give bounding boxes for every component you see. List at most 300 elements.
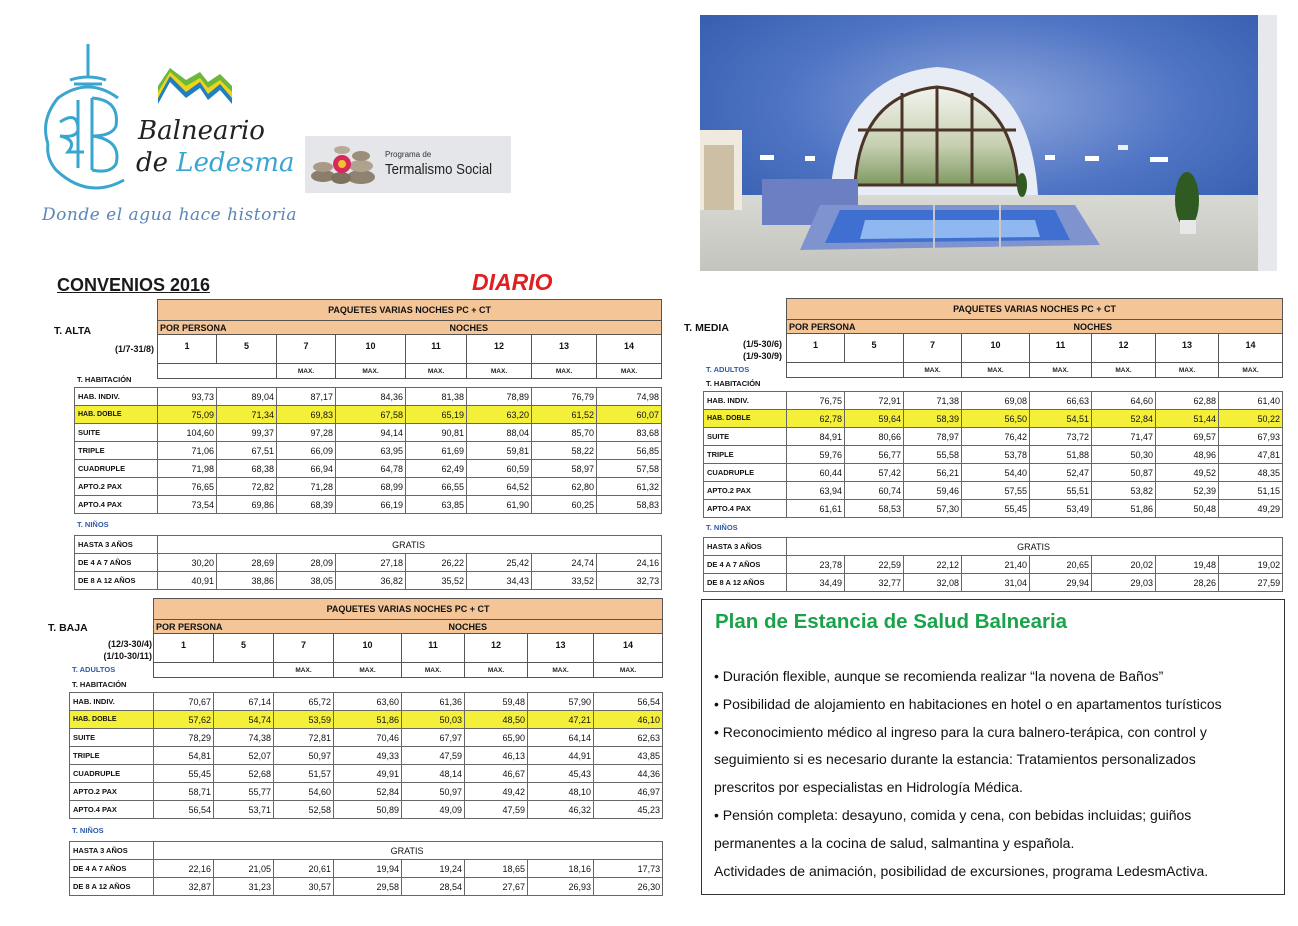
child-rate-row: [704, 556, 1283, 574]
price-cell: 68,38: [217, 460, 277, 478]
price-cell: 47,59: [465, 801, 528, 819]
night-col: 12: [467, 335, 532, 364]
price-cell: 30,20: [158, 554, 217, 572]
price-cell: 56,50: [962, 410, 1030, 428]
price-cell: 22,12: [904, 556, 962, 574]
price-cell: 55,58: [904, 446, 962, 464]
price-cell: 24,74: [532, 554, 597, 572]
price-cell: 21,40: [962, 556, 1030, 574]
price-cell: 46,32: [528, 801, 594, 819]
price-cell: 49,52: [1156, 464, 1219, 482]
adults-label: T. ADULTOS: [706, 365, 750, 374]
price-cell: 47,59: [402, 747, 465, 765]
price-cell: 57,90: [528, 693, 594, 711]
price-cell: 84,36: [336, 388, 406, 406]
plan-line: • Pensión completa: desayuno, comida y cena, con bebidas incluidas; guiños: [714, 806, 1192, 823]
price-cell: 87,17: [277, 388, 336, 406]
price-cell: 60,44: [787, 464, 845, 482]
price-cell: 66,19: [336, 496, 406, 514]
plan-line: permanentes a la cocina de salud, salmantina y española.: [714, 834, 1075, 851]
price-cell: 49,29: [1219, 500, 1283, 518]
night-col: 13: [528, 634, 594, 663]
price-cell: 51,15: [1219, 482, 1283, 500]
price-cell: 30,57: [274, 878, 334, 896]
price-cell: 25,42: [467, 554, 532, 572]
room-rate-row: [75, 478, 662, 496]
age-range: DE 8 A 12 AÑOS: [75, 572, 158, 590]
price-cell: 61,36: [402, 693, 465, 711]
max-label: [158, 364, 277, 379]
season-baja-date: (12/3-30/4): [107, 639, 152, 649]
price-cell: 61,32: [597, 478, 662, 496]
price-cell: 69,86: [217, 496, 277, 514]
price-cell: 50,48: [1156, 500, 1219, 518]
night-col: 10: [962, 334, 1030, 363]
price-cell: 62,63: [594, 729, 663, 747]
price-cell: 53,49: [1030, 500, 1092, 518]
room-type: CUADRUPLE: [704, 464, 787, 482]
season-media-header: [786, 298, 1283, 378]
package-header: PAQUETES VARIAS NOCHES PC + CT: [154, 599, 663, 620]
age-range: DE 8 A 12 AÑOS: [704, 574, 787, 592]
season-baja-label: T. BAJA: [48, 622, 88, 634]
season-media-dates: [706, 338, 782, 362]
price-cell: 26,93: [528, 878, 594, 896]
price-cell: 27,59: [1219, 574, 1283, 592]
price-cell: 97,28: [277, 424, 336, 442]
price-cell: 58,71: [154, 783, 214, 801]
season-alta-label: T. ALTA: [54, 325, 92, 337]
price-cell: 58,22: [532, 442, 597, 460]
balneario-emblem-icon: [38, 40, 138, 190]
price-cell: 20,61: [274, 860, 334, 878]
price-cell: 50,03: [402, 711, 465, 729]
age-range: DE 4 A 7 AÑOS: [70, 860, 154, 878]
price-cell: 64,78: [336, 460, 406, 478]
price-cell: 19,48: [1156, 556, 1219, 574]
age-range: HASTA 3 AÑOS: [70, 842, 154, 860]
price-cell: 99,37: [217, 424, 277, 442]
night-col: 14: [597, 335, 662, 364]
nights-row: [154, 634, 663, 663]
room-type: HAB. DOBLE: [70, 711, 154, 729]
price-cell: 67,51: [217, 442, 277, 460]
price-cell: 55,51: [1030, 482, 1092, 500]
price-cell: 21,05: [214, 860, 274, 878]
plan-title: Plan de Estancia de Salud Balnearia: [715, 610, 1068, 633]
age-range: HASTA 3 AÑOS: [704, 538, 787, 556]
room-type: TRIPLE: [75, 442, 158, 460]
price-cell: 57,55: [962, 482, 1030, 500]
price-cell: 89,04: [217, 388, 277, 406]
price-cell: 18,65: [465, 860, 528, 878]
price-cell: 83,68: [597, 424, 662, 442]
price-cell: 50,87: [1092, 464, 1156, 482]
price-cell: 76,79: [532, 388, 597, 406]
night-col: 11: [1030, 334, 1092, 363]
termalismo-social-logo: [305, 136, 511, 193]
night-col: 10: [334, 634, 402, 663]
price-cell: 73,54: [158, 496, 217, 514]
price-cell: 47,81: [1219, 446, 1283, 464]
room-rate-row: [704, 464, 1283, 482]
night-col: 7: [277, 335, 336, 364]
plan-line: • Reconocimiento médico al ingreso para la cura balnero-terápica, con control y: [714, 723, 1207, 740]
price-cell: 53,78: [962, 446, 1030, 464]
room-rate-row: [70, 711, 663, 729]
price-cell: 56,54: [594, 693, 663, 711]
room-rate-row: [704, 482, 1283, 500]
plan-line: seguimiento si es necesario durante la estancia: Tratamientos personalizados: [714, 751, 1196, 768]
room-type: CUADRUPLE: [75, 460, 158, 478]
price-cell: 48,35: [1219, 464, 1283, 482]
price-cell: 60,74: [845, 482, 904, 500]
price-cell: 49,91: [334, 765, 402, 783]
price-cell: 38,86: [217, 572, 277, 590]
max-label: MAX.: [1092, 363, 1156, 378]
max-label: MAX.: [406, 364, 467, 379]
season-baja-date: (1/10-30/11): [103, 651, 152, 661]
price-cell: 35,52: [406, 572, 467, 590]
season-media-date: (1/9-30/9): [742, 351, 782, 361]
price-cell: 76,75: [787, 392, 845, 410]
price-cell: 44,36: [594, 765, 663, 783]
night-col: 11: [402, 634, 465, 663]
price-cell: 54,81: [154, 747, 214, 765]
price-cell: 53,71: [214, 801, 274, 819]
price-cell: 23,78: [787, 556, 845, 574]
price-cell: 19,94: [334, 860, 402, 878]
price-cell: 50,89: [334, 801, 402, 819]
price-cell: 19,24: [402, 860, 465, 878]
max-label: MAX.: [336, 364, 406, 379]
price-cell: 24,16: [597, 554, 662, 572]
price-cell: 65,72: [274, 693, 334, 711]
price-cell: 46,10: [594, 711, 663, 729]
price-cell: 32,87: [154, 878, 214, 896]
season-alta-header: [157, 299, 662, 379]
price-cell: 56,77: [845, 446, 904, 464]
price-cell: 71,38: [904, 392, 962, 410]
room-type: TRIPLE: [70, 747, 154, 765]
price-cell: 57,58: [597, 460, 662, 478]
price-cell: 31,04: [962, 574, 1030, 592]
price-cell: 48,96: [1156, 446, 1219, 464]
free-label: GRATIS: [154, 842, 663, 860]
price-cell: 71,34: [217, 406, 277, 424]
max-label: [787, 363, 904, 378]
room-type-label: T. HABITACIÓN: [77, 375, 132, 384]
season-media-children-table: [703, 537, 1283, 592]
price-cell: 104,60: [158, 424, 217, 442]
price-cell: 78,29: [154, 729, 214, 747]
season-baja-dates: [70, 638, 152, 662]
price-cell: 61,52: [532, 406, 597, 424]
max-label: MAX.: [904, 363, 962, 378]
price-cell: 57,42: [845, 464, 904, 482]
price-cell: 63,60: [334, 693, 402, 711]
price-cell: 68,39: [277, 496, 336, 514]
age-range: DE 8 A 12 AÑOS: [70, 878, 154, 896]
price-cell: 28,26: [1156, 574, 1219, 592]
room-rate-row: [70, 783, 663, 801]
price-cell: 52,68: [214, 765, 274, 783]
spa-pool-illustration: [700, 15, 1277, 271]
max-label: MAX.: [597, 364, 662, 379]
max-label: MAX.: [402, 663, 465, 678]
price-cell: 84,91: [787, 428, 845, 446]
price-cell: 90,81: [406, 424, 467, 442]
price-cell: 19,02: [1219, 556, 1283, 574]
night-col: 14: [1219, 334, 1283, 363]
child-rate-row: [70, 842, 663, 860]
price-cell: 72,82: [217, 478, 277, 496]
price-cell: 76,42: [962, 428, 1030, 446]
partner-program-name: Termalismo Social: [385, 161, 493, 178]
price-cell: 22,16: [154, 860, 214, 878]
price-cell: 46,67: [465, 765, 528, 783]
night-col: 5: [845, 334, 904, 363]
price-cell: 28,09: [277, 554, 336, 572]
price-cell: 80,66: [845, 428, 904, 446]
price-cell: 71,06: [158, 442, 217, 460]
nights-label: NOCHES: [277, 321, 662, 335]
room-type: HAB. INDIV.: [704, 392, 787, 410]
price-cell: 58,39: [904, 410, 962, 428]
night-col: 5: [217, 335, 277, 364]
room-type: CUADRUPLE: [70, 765, 154, 783]
max-label: MAX.: [1219, 363, 1283, 378]
price-cell: 59,48: [465, 693, 528, 711]
price-cell: 85,70: [532, 424, 597, 442]
price-cell: 63,85: [406, 496, 467, 514]
season-media-label: T. MEDIA: [684, 322, 729, 334]
mountains-icon: [156, 68, 234, 108]
max-label: MAX.: [1030, 363, 1092, 378]
partner-program-label: Programa de: [385, 150, 432, 159]
price-cell: 32,08: [904, 574, 962, 592]
price-cell: 74,98: [597, 388, 662, 406]
plan-line: • Duración flexible, aunque se recomienda realizar “la novena de Baños”: [714, 668, 1164, 684]
price-cell: 72,81: [274, 729, 334, 747]
price-cell: 31,23: [214, 878, 274, 896]
price-cell: 38,05: [277, 572, 336, 590]
season-alta-children-table: [74, 535, 662, 590]
max-label: MAX.: [467, 364, 532, 379]
price-cell: 36,82: [336, 572, 406, 590]
price-cell: 55,77: [214, 783, 274, 801]
max-label: MAX.: [277, 364, 336, 379]
children-label: T. NIÑOS: [77, 520, 109, 529]
price-cell: 40,91: [158, 572, 217, 590]
price-cell: 46,13: [465, 747, 528, 765]
max-row: [154, 663, 663, 678]
price-cell: 70,67: [154, 693, 214, 711]
room-rate-row: [70, 801, 663, 819]
brand-name-line1: Balneario: [138, 116, 265, 146]
price-cell: 52,84: [334, 783, 402, 801]
room-type: APTO.2 PAX: [75, 478, 158, 496]
brand-name-de: de: [136, 148, 177, 178]
price-cell: 64,60: [1092, 392, 1156, 410]
room-type: HAB. INDIV.: [75, 388, 158, 406]
price-cell: 53,59: [274, 711, 334, 729]
child-rate-row: [70, 878, 663, 896]
season-baja-adults-table: [69, 692, 663, 819]
price-cell: 57,62: [154, 711, 214, 729]
price-cell: 45,43: [528, 765, 594, 783]
price-cell: 64,52: [467, 478, 532, 496]
room-type: TRIPLE: [704, 446, 787, 464]
free-label: GRATIS: [158, 536, 662, 554]
nights-label: NOCHES: [904, 320, 1283, 334]
room-type: APTO.4 PAX: [75, 496, 158, 514]
per-person-label: POR PERSONA: [154, 620, 274, 634]
max-label: MAX.: [1156, 363, 1219, 378]
price-cell: 29,03: [1092, 574, 1156, 592]
price-cell: 69,08: [962, 392, 1030, 410]
price-cell: 88,04: [467, 424, 532, 442]
price-cell: 62,88: [1156, 392, 1219, 410]
nights-row: [158, 335, 662, 364]
room-type: HAB. INDIV.: [70, 693, 154, 711]
price-cell: 29,58: [334, 878, 402, 896]
price-cell: 63,94: [787, 482, 845, 500]
price-cell: 49,09: [402, 801, 465, 819]
plan-info-box: [701, 599, 1285, 895]
price-cell: 52,07: [214, 747, 274, 765]
price-cell: 62,80: [532, 478, 597, 496]
price-cell: 48,14: [402, 765, 465, 783]
children-label: T. NIÑOS: [72, 826, 104, 835]
price-cell: 55,45: [154, 765, 214, 783]
price-cell: 29,94: [1030, 574, 1092, 592]
room-type: HAB. DOBLE: [75, 406, 158, 424]
price-cell: 27,67: [465, 878, 528, 896]
room-type: HAB. DOBLE: [704, 410, 787, 428]
room-rate-row: [75, 496, 662, 514]
price-cell: 43,85: [594, 747, 663, 765]
price-cell: 66,94: [277, 460, 336, 478]
price-cell: 70,46: [334, 729, 402, 747]
price-cell: 57,30: [904, 500, 962, 518]
price-cell: 75,09: [158, 406, 217, 424]
price-cell: 52,84: [1092, 410, 1156, 428]
price-cell: 54,40: [962, 464, 1030, 482]
price-cell: 54,74: [214, 711, 274, 729]
price-cell: 94,14: [336, 424, 406, 442]
price-cell: 63,20: [467, 406, 532, 424]
night-col: 12: [465, 634, 528, 663]
price-cell: 59,64: [845, 410, 904, 428]
adults-label: T. ADULTOS: [72, 665, 116, 674]
price-cell: 71,28: [277, 478, 336, 496]
room-type-label: T. HABITACIÓN: [72, 680, 127, 689]
max-row: [787, 363, 1283, 378]
price-cell: 47,21: [528, 711, 594, 729]
price-cell: 55,45: [962, 500, 1030, 518]
price-cell: 66,09: [277, 442, 336, 460]
price-cell: 51,57: [274, 765, 334, 783]
plan-line: Actividades de animación, posibilidad de excursiones, programa LedesmActiva.: [714, 862, 1209, 879]
price-cell: 51,44: [1156, 410, 1219, 428]
night-col: 11: [406, 335, 467, 364]
night-col: 1: [158, 335, 217, 364]
room-rate-row: [70, 747, 663, 765]
price-cell: 45,23: [594, 801, 663, 819]
room-rate-row: [704, 500, 1283, 518]
price-cell: 60,07: [597, 406, 662, 424]
max-label: MAX.: [274, 663, 334, 678]
room-type: APTO.2 PAX: [70, 783, 154, 801]
price-cell: 44,91: [528, 747, 594, 765]
price-cell: 54,51: [1030, 410, 1092, 428]
price-cell: 63,95: [336, 442, 406, 460]
price-cell: 66,63: [1030, 392, 1092, 410]
season-baja-header: [153, 598, 663, 678]
price-cell: 56,54: [154, 801, 214, 819]
season-media-adults-table: [703, 391, 1283, 518]
price-cell: 62,78: [787, 410, 845, 428]
children-label: T. NIÑOS: [706, 523, 738, 532]
price-cell: 72,91: [845, 392, 904, 410]
nights-label: NOCHES: [274, 620, 663, 634]
night-col: 1: [154, 634, 214, 663]
season-alta-dates: [82, 343, 154, 355]
price-cell: 50,22: [1219, 410, 1283, 428]
price-cell: 34,43: [467, 572, 532, 590]
price-cell: 76,65: [158, 478, 217, 496]
price-cell: 50,30: [1092, 446, 1156, 464]
room-rate-row: [75, 460, 662, 478]
package-header: PAQUETES VARIAS NOCHES PC + CT: [787, 299, 1283, 320]
price-cell: 52,58: [274, 801, 334, 819]
free-label: GRATIS: [787, 538, 1283, 556]
room-type: APTO.2 PAX: [704, 482, 787, 500]
price-cell: 51,88: [1030, 446, 1092, 464]
room-rate-row: [75, 424, 662, 442]
price-cell: 58,83: [597, 496, 662, 514]
max-label: MAX.: [962, 363, 1030, 378]
child-rate-row: [75, 536, 662, 554]
night-col: 12: [1092, 334, 1156, 363]
child-rate-row: [75, 554, 662, 572]
brand-name-ledesma: Ledesma: [176, 148, 295, 178]
brand-name-line2: [136, 148, 294, 178]
room-rate-row: [75, 406, 662, 424]
room-rate-row: [75, 388, 662, 406]
max-row: [158, 364, 662, 379]
daily-label: DIARIO: [472, 269, 553, 295]
price-cell: 62,49: [406, 460, 467, 478]
price-cell: 48,50: [465, 711, 528, 729]
price-cell: 64,14: [528, 729, 594, 747]
price-cell: 67,58: [336, 406, 406, 424]
room-type: APTO.4 PAX: [70, 801, 154, 819]
price-cell: 52,47: [1030, 464, 1092, 482]
package-header: PAQUETES VARIAS NOCHES PC + CT: [158, 300, 662, 321]
price-cell: 67,97: [402, 729, 465, 747]
season-alta-adults-table: [74, 387, 662, 514]
price-cell: 66,55: [406, 478, 467, 496]
room-type-label: T. HABITACIÓN: [706, 379, 761, 388]
price-cell: 51,86: [1092, 500, 1156, 518]
price-cell: 33,52: [532, 572, 597, 590]
price-cell: 60,25: [532, 496, 597, 514]
price-cell: 27,18: [336, 554, 406, 572]
price-cell: 32,77: [845, 574, 904, 592]
spa-pool-photo: [700, 15, 1277, 271]
